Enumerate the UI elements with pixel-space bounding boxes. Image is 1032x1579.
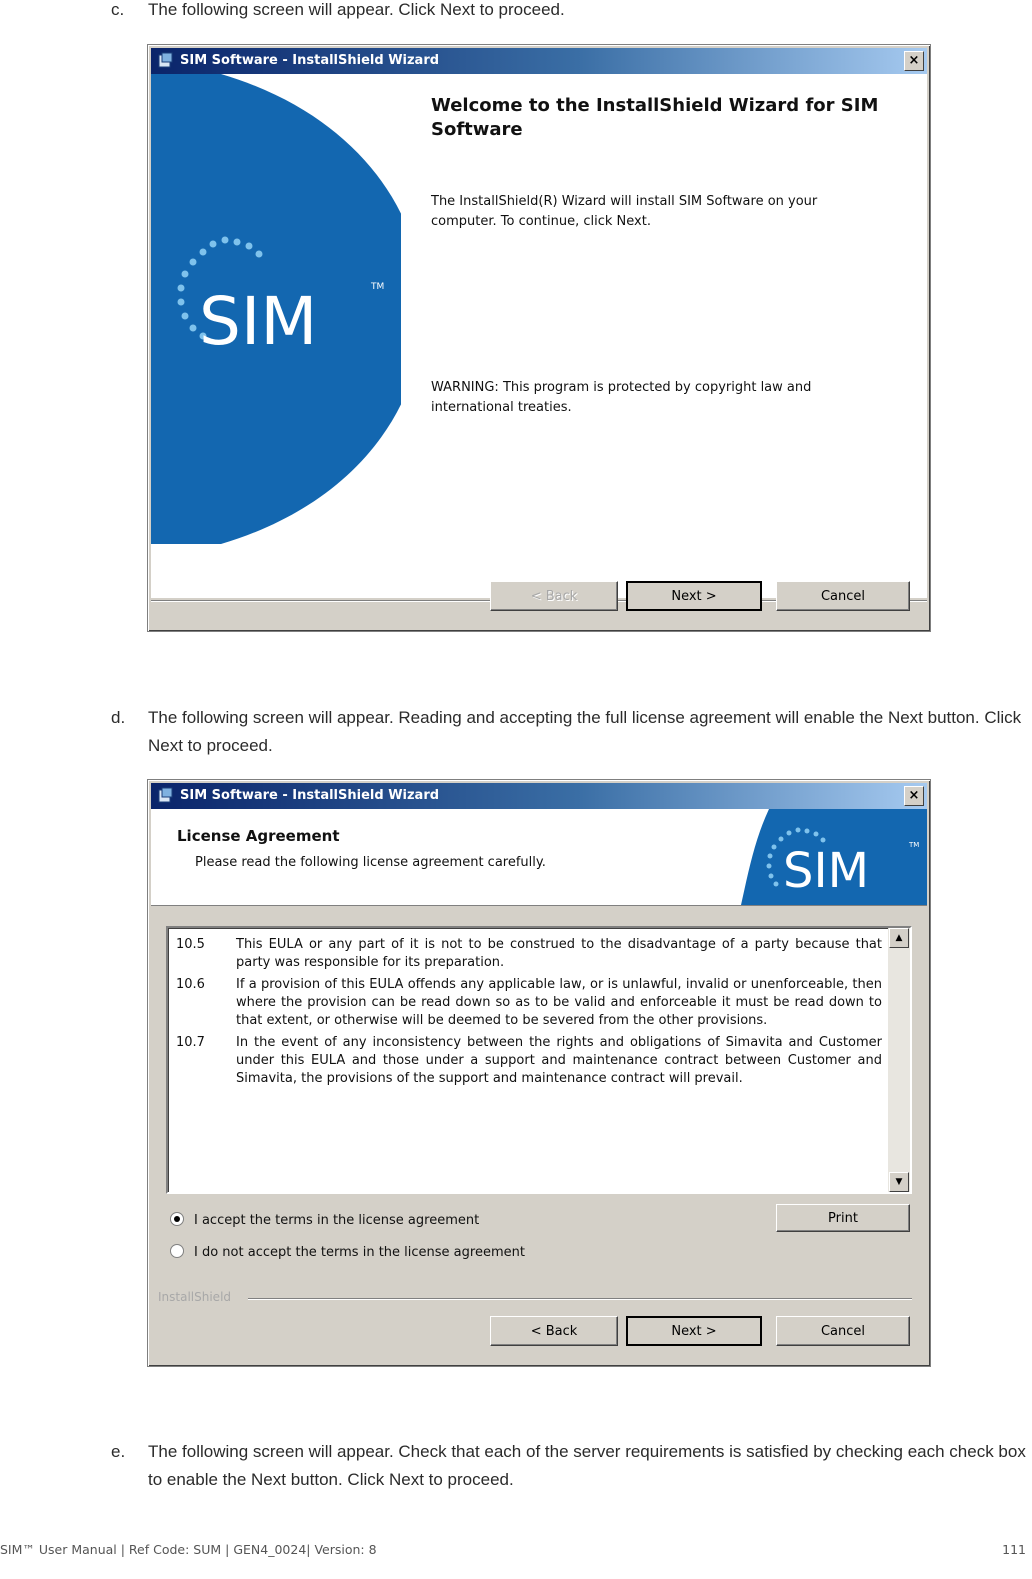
clause-text: If a provision of this EULA offends any applicable law, or is unlawful, invalid or unenforceable, then where the provision can be read down so as to be valid and enforceable it must be read down to that extent, or otherwise will be deemed to be severed from the other provisions. <box>236 977 882 1028</box>
eula-clause <box>176 936 882 972</box>
license-subtitle: Please read the following license agreement carefully. <box>195 855 546 870</box>
sim-logo-header <box>741 809 927 905</box>
eula-scrollbar[interactable] <box>888 928 910 1192</box>
step-text: The following screen will appear. Reading and accepting the full license agreement will enable the Next button. Click Next to proceed. <box>148 708 1022 755</box>
eula-content <box>176 936 882 1184</box>
step-text: The following screen will appear. Check that each of the server requirements is satisfied by checking each check box to enable the Next button. Click Next to proceed. <box>148 1442 1026 1489</box>
eula-clause <box>176 976 882 1030</box>
license-wizard-window <box>147 779 931 1367</box>
logo-tm: TM <box>371 282 385 292</box>
radio-unselected[interactable] <box>170 1244 184 1258</box>
welcome-heading: Welcome to the InstallShield Wizard for SIM Software <box>431 95 879 140</box>
clause-number: 10.6 <box>176 977 205 992</box>
footer-doc-info: SIM™ User Manual | Ref Code: SUM | GEN4_0024| Version: 8 <box>0 1542 377 1557</box>
eula-text-box[interactable] <box>166 926 912 1194</box>
decline-label: I do not accept the terms in the license agreement <box>194 1245 525 1260</box>
accept-label: I accept the terms in the license agreement <box>194 1213 480 1228</box>
clause-number: 10.7 <box>176 1035 205 1050</box>
window-title: SIM Software - InstallShield Wizard <box>180 53 440 68</box>
clause-number: 10.5 <box>176 937 205 952</box>
divider <box>248 1298 912 1300</box>
title-bar <box>151 783 927 809</box>
logo-text: SIM <box>199 283 318 360</box>
welcome-description: The InstallShield(R) Wizard will install SIM Software on your computer. To continue, click Next. <box>431 194 818 229</box>
close-button[interactable]: × <box>904 51 924 71</box>
installer-icon <box>157 52 174 69</box>
page-number: 111 <box>1002 1542 1026 1557</box>
radio-selected[interactable] <box>170 1212 184 1226</box>
logo-tm: TM <box>909 841 920 849</box>
clause-text: This EULA or any part of it is not to be construed to the disadvantage of a party because that party was responsible for its preparation. <box>236 937 882 970</box>
next-button[interactable]: Next > <box>626 581 762 611</box>
cancel-button[interactable]: Cancel <box>776 1316 910 1346</box>
step-text: The following screen will appear. Click Next to proceed. <box>148 0 565 19</box>
scroll-up-button[interactable]: ▲ <box>889 928 909 948</box>
installer-icon <box>157 787 174 804</box>
decline-radio[interactable] <box>170 1244 525 1260</box>
next-button[interactable]: Next > <box>626 1316 762 1346</box>
step-letter: d. <box>111 708 126 727</box>
close-button[interactable]: × <box>904 786 924 806</box>
welcome-panel <box>151 74 927 598</box>
scroll-down-button[interactable]: ▼ <box>889 1172 909 1192</box>
clause-text: In the event of any inconsistency between the rights and obligations of Simavita and Customer under this EULA and those under a support and maintenance contract between Customer and Simavita, the provisions of the support and maintenance contract will prevail. <box>236 1035 882 1086</box>
window-title: SIM Software - InstallShield Wizard <box>180 788 440 803</box>
installshield-label: InstallShield <box>158 1290 232 1304</box>
logo-text: SIM <box>783 843 870 899</box>
step-letter: e. <box>111 1442 126 1461</box>
step-letter: c. <box>111 0 125 19</box>
copyright-warning: WARNING: This program is protected by copyright law and international treaties. <box>431 380 812 415</box>
welcome-wizard-window <box>147 44 931 632</box>
license-header <box>151 809 927 906</box>
accept-radio[interactable] <box>170 1212 479 1228</box>
cancel-button[interactable]: Cancel <box>776 581 910 611</box>
title-bar <box>151 48 927 74</box>
print-button[interactable]: Print <box>776 1204 910 1232</box>
back-button[interactable]: < Back <box>490 581 618 611</box>
license-title: License Agreement <box>177 827 340 845</box>
eula-clause <box>176 1034 882 1088</box>
sim-logo-panel <box>151 74 401 544</box>
back-button[interactable]: < Back <box>490 1316 618 1346</box>
